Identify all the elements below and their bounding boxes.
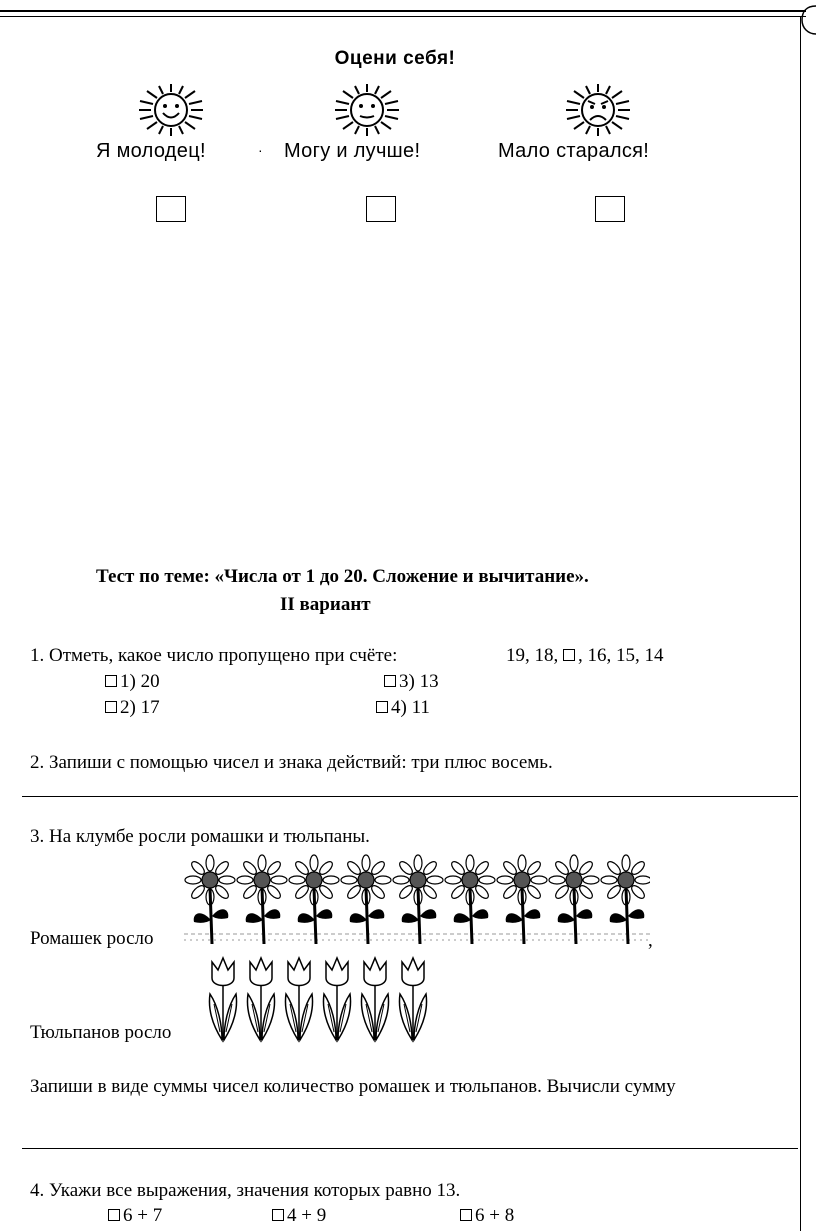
mood-label-bad: Мало старался! xyxy=(498,140,650,162)
mood-checkbox-good[interactable] xyxy=(156,196,186,222)
q4-option-3-label: 6 + 8 xyxy=(475,1205,515,1226)
page-border-right xyxy=(800,16,801,1231)
question-3-task: Запиши в виде суммы чисел количество ромашек и тюльпанов. Вычисли сумму xyxy=(30,1076,676,1097)
question-4-text: 4. Укажи все выражения, значения которых равно 13. xyxy=(30,1180,461,1201)
sequence-part-a: 19, 18, xyxy=(506,645,563,666)
q1-option-1-checkbox[interactable] xyxy=(105,675,117,687)
mood-label-good: Я молодец! xyxy=(96,140,206,162)
q1-option-1[interactable] xyxy=(105,671,160,693)
q4-option-3[interactable] xyxy=(460,1205,514,1227)
q1-option-3-label: 3) 13 xyxy=(399,671,439,692)
sequence-part-b: , 16, 15, 14 xyxy=(578,645,664,666)
daisies-comma: , xyxy=(648,930,653,951)
tulips-picture xyxy=(204,954,436,1044)
question-3-text: 3. На клумбе росли ромашки и тюльпаны. xyxy=(30,826,370,847)
q4-option-1-checkbox[interactable] xyxy=(108,1209,120,1221)
q4-option-1-label: 6 + 7 xyxy=(123,1205,163,1226)
test-variant: II вариант xyxy=(280,594,371,615)
frowning-sun-icon xyxy=(561,82,635,138)
q1-option-4-label: 4) 11 xyxy=(391,697,430,718)
page-border-top-inner xyxy=(0,16,806,17)
mood-checkbox-bad[interactable] xyxy=(595,196,625,222)
separator-dot: · xyxy=(258,142,263,158)
mood-checkbox-ok[interactable] xyxy=(366,196,396,222)
q1-option-2-label: 2) 17 xyxy=(120,697,160,718)
q1-option-3[interactable] xyxy=(384,671,439,693)
q4-option-2-label: 4 + 9 xyxy=(287,1205,327,1226)
q1-option-4[interactable] xyxy=(376,697,430,719)
mood-label-ok: Могу и лучше! xyxy=(284,140,421,162)
answer-line-q3[interactable] xyxy=(22,1148,798,1149)
answer-line-q2[interactable] xyxy=(22,796,798,797)
daisies-label: Ромашек росло xyxy=(30,928,154,949)
q4-option-1[interactable] xyxy=(108,1205,162,1227)
q1-option-2[interactable] xyxy=(105,697,160,719)
q4-option-3-checkbox[interactable] xyxy=(460,1209,472,1221)
neutral-sun-icon xyxy=(330,82,404,138)
missing-number-box xyxy=(563,649,575,661)
q1-option-1-label: 1) 20 xyxy=(120,671,160,692)
tulips-label: Тюльпанов росло xyxy=(30,1022,172,1043)
q4-option-2-checkbox[interactable] xyxy=(272,1209,284,1221)
daisies-picture xyxy=(184,854,650,948)
q1-option-3-checkbox[interactable] xyxy=(384,675,396,687)
test-title: Тест по теме: «Числа от 1 до 20. Сложение и вычитание». xyxy=(96,566,589,587)
q1-option-4-checkbox[interactable] xyxy=(376,701,388,713)
question-1-sequence xyxy=(506,645,664,667)
q4-option-2[interactable] xyxy=(272,1205,326,1227)
page-corner-curl-icon xyxy=(796,0,816,40)
smiling-sun-icon xyxy=(134,82,208,138)
page-border-top xyxy=(0,10,806,12)
question-2-text: 2. Запиши с помощью чисел и знака действий: три плюс восемь. xyxy=(30,752,553,773)
q1-option-2-checkbox[interactable] xyxy=(105,701,117,713)
question-1-text: 1. Отметь, какое число пропущено при счёте: xyxy=(30,645,398,666)
self-assessment-title: Оцени себя! xyxy=(334,48,456,69)
